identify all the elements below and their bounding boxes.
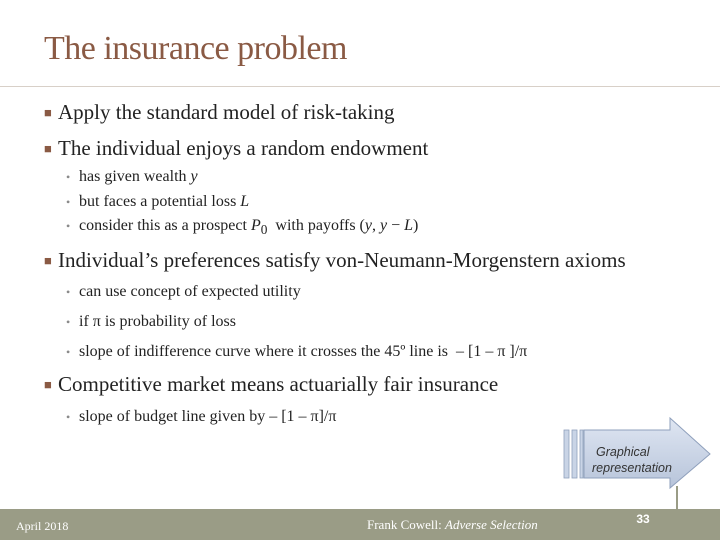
bullet-text: The individual enjoys a random endowment (58, 136, 429, 160)
footer-marker (676, 486, 678, 509)
sub-bullet-expected-utility (66, 283, 301, 301)
sub-bullet-text: slope of indifference curve where it crosses the 45º line is – [1 – π ]/π (79, 343, 528, 360)
bullet-text: Individual’s preferences satisfy von-Neumann-Morgenstern axioms (58, 248, 626, 272)
dot-bullet-icon: • (66, 315, 71, 329)
dot-bullet-icon: • (66, 345, 71, 359)
sub-bullet-text: can use concept of expected utility (79, 283, 301, 300)
slide-title: The insurance problem (44, 30, 347, 67)
bullet-text: Competitive market means actuarially fair insurance (58, 372, 499, 396)
footer-bar (0, 509, 720, 540)
bullet-text: Apply the standard model of risk-taking (58, 100, 395, 124)
sub-bullet-probability-of-loss (66, 313, 236, 331)
footer-date: April 2018 (16, 519, 69, 533)
sub-bullet-text: slope of budget line given by – [1 – π]/π (79, 408, 337, 425)
title-divider (0, 86, 720, 87)
bullet-competitive-market (44, 372, 498, 397)
sub-bullet-prospect (66, 217, 418, 238)
sub-bullet-budget-slope (66, 408, 336, 426)
bullet-standard-model (44, 100, 395, 125)
square-bullet-icon: ■ (44, 377, 52, 392)
dot-bullet-icon: • (66, 410, 71, 424)
dot-bullet-icon: • (66, 219, 71, 233)
sub-bullet-given-wealth (66, 168, 198, 186)
label-line-2: representation (592, 461, 672, 475)
label-line-1: Graphical (596, 445, 650, 459)
square-bullet-icon: ■ (44, 141, 52, 156)
footer-topic: Adverse Selection (445, 517, 538, 532)
dot-bullet-icon: • (66, 195, 71, 209)
square-bullet-icon: ■ (44, 105, 52, 120)
footer-credit (367, 517, 538, 533)
sub-bullet-potential-loss (66, 193, 249, 211)
dot-bullet-icon: • (66, 170, 71, 184)
bullet-vnm-axioms (44, 248, 626, 273)
sub-bullet-text: has given wealth y (79, 168, 198, 185)
square-bullet-icon: ■ (44, 253, 52, 268)
sub-bullet-text: but faces a potential loss L (79, 193, 250, 210)
page-number: 33 (636, 512, 650, 526)
bullet-random-endowment (44, 136, 428, 161)
graphical-representation-label (592, 444, 712, 476)
graphical-representation-button[interactable] (562, 416, 712, 490)
sub-bullet-indifference-slope (66, 343, 527, 361)
footer-author: Frank Cowell: (367, 517, 445, 532)
sub-bullet-text: if π is probability of loss (79, 313, 236, 330)
dot-bullet-icon: • (66, 285, 71, 299)
sub-bullet-text: consider this as a prospect $P_0$ with payoffs (y, y − L) (79, 217, 419, 238)
